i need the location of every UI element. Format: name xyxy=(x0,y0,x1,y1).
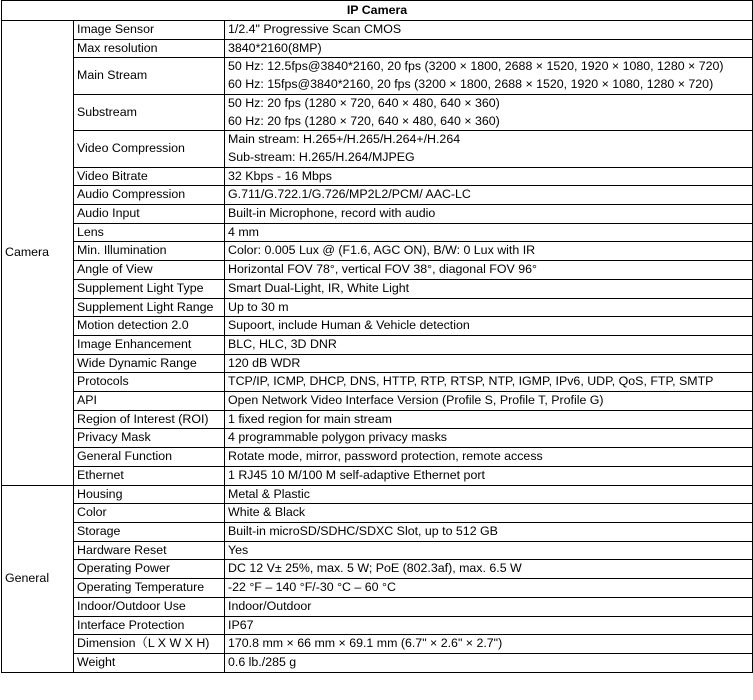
spec-row xyxy=(2,167,753,186)
spec-label: Max resolution xyxy=(74,39,225,58)
spec-value-line: Main stream: H.265+/H.265/H.264+/H.264 xyxy=(228,132,461,147)
spec-value-line: Indoor/Outdoor xyxy=(228,598,312,613)
spec-row xyxy=(2,39,753,58)
spec-value-line: Built-in microSD/SDHC/SDXC Slot, up to 512 GB xyxy=(228,523,498,538)
spec-value-line: Supoort, include Human & Vehicle detection xyxy=(228,318,470,333)
spec-value xyxy=(225,39,753,58)
spec-row xyxy=(2,205,753,224)
spec-label: Supplement Light Type xyxy=(74,279,225,298)
spec-label: Operating Power xyxy=(74,560,225,579)
spec-row xyxy=(2,242,753,261)
spec-row xyxy=(2,448,753,467)
spec-row xyxy=(2,653,753,672)
spec-value-line: 50 Hz: 12.5fps@3840*2160, 20 fps (3200 × 1800, 2688 × 1520, 1920 × 1080, 1280 × 720) xyxy=(228,59,724,74)
spec-label: Protocols xyxy=(74,373,225,392)
spec-label: Privacy Mask xyxy=(74,429,225,448)
spec-row xyxy=(2,616,753,635)
spec-value-line: 1 RJ45 10 M/100 M self-adaptive Ethernet port xyxy=(228,467,485,482)
spec-row xyxy=(2,373,753,392)
spec-value-line: 0.6 lb./285 g xyxy=(228,654,297,669)
spec-label: Video Compression xyxy=(74,131,225,167)
spec-value-line: 60 Hz: 15fps@3840*2160, 20 fps (3200 × 1800, 2688 × 1520, 1920 × 1080, 1280 × 720) xyxy=(228,77,714,92)
spec-value-line: Sub-stream: H.265/H.264/MJPEG xyxy=(228,149,415,164)
spec-row xyxy=(2,429,753,448)
spec-label: Weight xyxy=(74,653,225,672)
spec-value xyxy=(225,131,753,167)
spec-value-line: Rotate mode, mirror, password protection, remote access xyxy=(228,449,543,464)
spec-row xyxy=(2,298,753,317)
spec-value xyxy=(225,298,753,317)
spec-label: API xyxy=(74,392,225,411)
spec-value-line: 1/2.4" Progressive Scan CMOS xyxy=(228,22,402,36)
spec-value xyxy=(225,485,753,504)
spec-value-line: 170.8 mm × 66 mm × 69.1 mm (6.7" × 2.6" × 2.7") xyxy=(228,636,503,651)
spec-value xyxy=(225,392,753,411)
spec-row xyxy=(2,579,753,598)
spec-label: Color xyxy=(74,504,225,523)
spec-value-line: Metal & Plastic xyxy=(228,486,310,501)
spec-table xyxy=(1,0,753,673)
spec-value-line: 1 fixed region for main stream xyxy=(228,411,392,426)
spec-value xyxy=(225,429,753,448)
spec-label: Region of Interest (ROI) xyxy=(74,410,225,429)
spec-row xyxy=(2,560,753,579)
spec-value-line: 60 Hz: 20 fps (1280 × 720, 640 × 480, 640 × 360) xyxy=(228,113,500,128)
spec-label: Ethernet xyxy=(74,466,225,485)
spec-value xyxy=(225,223,753,242)
spec-value-line: Built-in Microphone, record with audio xyxy=(228,206,436,221)
spec-value xyxy=(225,261,753,280)
spec-row xyxy=(2,541,753,560)
spec-value-line: BLC, HLC, 3D DNR xyxy=(228,336,337,351)
spec-value-line: White & Black xyxy=(228,505,306,520)
spec-value xyxy=(225,58,753,94)
spec-row xyxy=(2,261,753,280)
spec-value-line: 120 dB WDR xyxy=(228,355,301,370)
spec-value xyxy=(225,205,753,224)
spec-label: Substream xyxy=(74,94,225,130)
spec-value-line: Yes xyxy=(228,542,249,557)
spec-value-line: Horizontal FOV 78°, vertical FOV 38°, diagonal FOV 96° xyxy=(228,262,537,277)
spec-label: Wide Dynamic Range xyxy=(74,354,225,373)
spec-value xyxy=(225,522,753,541)
group-label: Camera xyxy=(2,21,74,486)
spec-value-line: DC 12 V± 25%, max. 5 W; PoE (802.3af), max. 6.5 W xyxy=(228,561,522,576)
spec-label: Main Stream xyxy=(74,58,225,94)
spec-value-line: Color: 0.005 Lux @ (F1.6, AGC ON), B/W: 0 Lux with IR xyxy=(228,243,536,258)
spec-row xyxy=(2,485,753,504)
spec-value-line: IP67 xyxy=(228,617,254,632)
spec-value xyxy=(225,242,753,261)
spec-label: Housing xyxy=(74,485,225,504)
spec-value xyxy=(225,354,753,373)
spec-label: Image Sensor xyxy=(74,21,225,40)
spec-value xyxy=(225,616,753,635)
spec-label: General Function xyxy=(74,448,225,467)
spec-row xyxy=(2,392,753,411)
spec-value xyxy=(225,653,753,672)
spec-row xyxy=(2,186,753,205)
spec-label: Lens xyxy=(74,223,225,242)
spec-value xyxy=(225,448,753,467)
spec-row xyxy=(2,504,753,523)
table-title: IP Camera xyxy=(2,1,753,21)
spec-label: Hardware Reset xyxy=(74,541,225,560)
spec-row xyxy=(2,131,753,167)
spec-value xyxy=(225,597,753,616)
spec-row xyxy=(2,279,753,298)
spec-row xyxy=(2,94,753,130)
spec-value-line: G.711/G.722.1/G.726/MP2L2/PCM/ AAC-LC xyxy=(228,187,471,202)
spec-row xyxy=(2,21,753,40)
spec-row xyxy=(2,635,753,654)
spec-row xyxy=(2,410,753,429)
title-row xyxy=(2,1,753,21)
spec-row xyxy=(2,466,753,485)
spec-value-line: Up to 30 m xyxy=(228,299,289,314)
spec-row xyxy=(2,58,753,94)
spec-value-line: TCP/IP, ICMP, DHCP, DNS, HTTP, RTP, RTSP, NTP, IGMP, IPv6, UDP, QoS, FTP, SMTP xyxy=(228,374,714,389)
spec-value-line: -22 °F – 140 °F/-30 °C – 60 °C xyxy=(228,580,396,595)
spec-body xyxy=(2,21,753,673)
spec-label: Interface Protection xyxy=(74,616,225,635)
spec-label: Min. Illumination xyxy=(74,242,225,261)
spec-label: Video Bitrate xyxy=(74,167,225,186)
spec-row xyxy=(2,335,753,354)
spec-value-line: Smart Dual-Light, IR, White Light xyxy=(228,280,410,295)
spec-value xyxy=(225,373,753,392)
spec-value xyxy=(225,335,753,354)
spec-value-line: Open Network Video Interface Version (Profile S, Profile T, Profile G) xyxy=(228,393,604,408)
spec-row xyxy=(2,223,753,242)
spec-value-line: 4 mm xyxy=(228,224,259,239)
spec-value xyxy=(225,94,753,130)
spec-row xyxy=(2,354,753,373)
spec-value xyxy=(225,579,753,598)
group-label: General xyxy=(2,485,74,672)
spec-row xyxy=(2,597,753,616)
spec-value xyxy=(225,504,753,523)
spec-label: Audio Input xyxy=(74,205,225,224)
spec-value-line: 32 Kbps - 16 Mbps xyxy=(228,168,333,183)
spec-label: Indoor/Outdoor Use xyxy=(74,597,225,616)
spec-label: Angle of View xyxy=(74,261,225,280)
spec-label: Image Enhancement xyxy=(74,335,225,354)
spec-value xyxy=(225,410,753,429)
spec-value xyxy=(225,317,753,336)
spec-value xyxy=(225,541,753,560)
spec-value xyxy=(225,279,753,298)
spec-label: Supplement Light Range xyxy=(74,298,225,317)
spec-value xyxy=(225,167,753,186)
spec-row xyxy=(2,522,753,541)
spec-value xyxy=(225,466,753,485)
spec-label: Operating Temperature xyxy=(74,579,225,598)
spec-label: Dimension（L X W X H) xyxy=(74,635,225,654)
spec-value-line: 50 Hz: 20 fps (1280 × 720, 640 × 480, 640 × 360) xyxy=(228,95,500,110)
spec-label: Motion detection 2.0 xyxy=(74,317,225,336)
spec-value xyxy=(225,635,753,654)
spec-value-line: 4 programmable polygon privacy masks xyxy=(228,430,447,445)
spec-label: Audio Compression xyxy=(74,186,225,205)
spec-row xyxy=(2,317,753,336)
spec-value xyxy=(225,186,753,205)
spec-value xyxy=(225,560,753,579)
spec-value-line: 3840*2160(8MP) xyxy=(228,40,322,55)
spec-label: Storage xyxy=(74,522,225,541)
spec-value xyxy=(225,21,753,40)
